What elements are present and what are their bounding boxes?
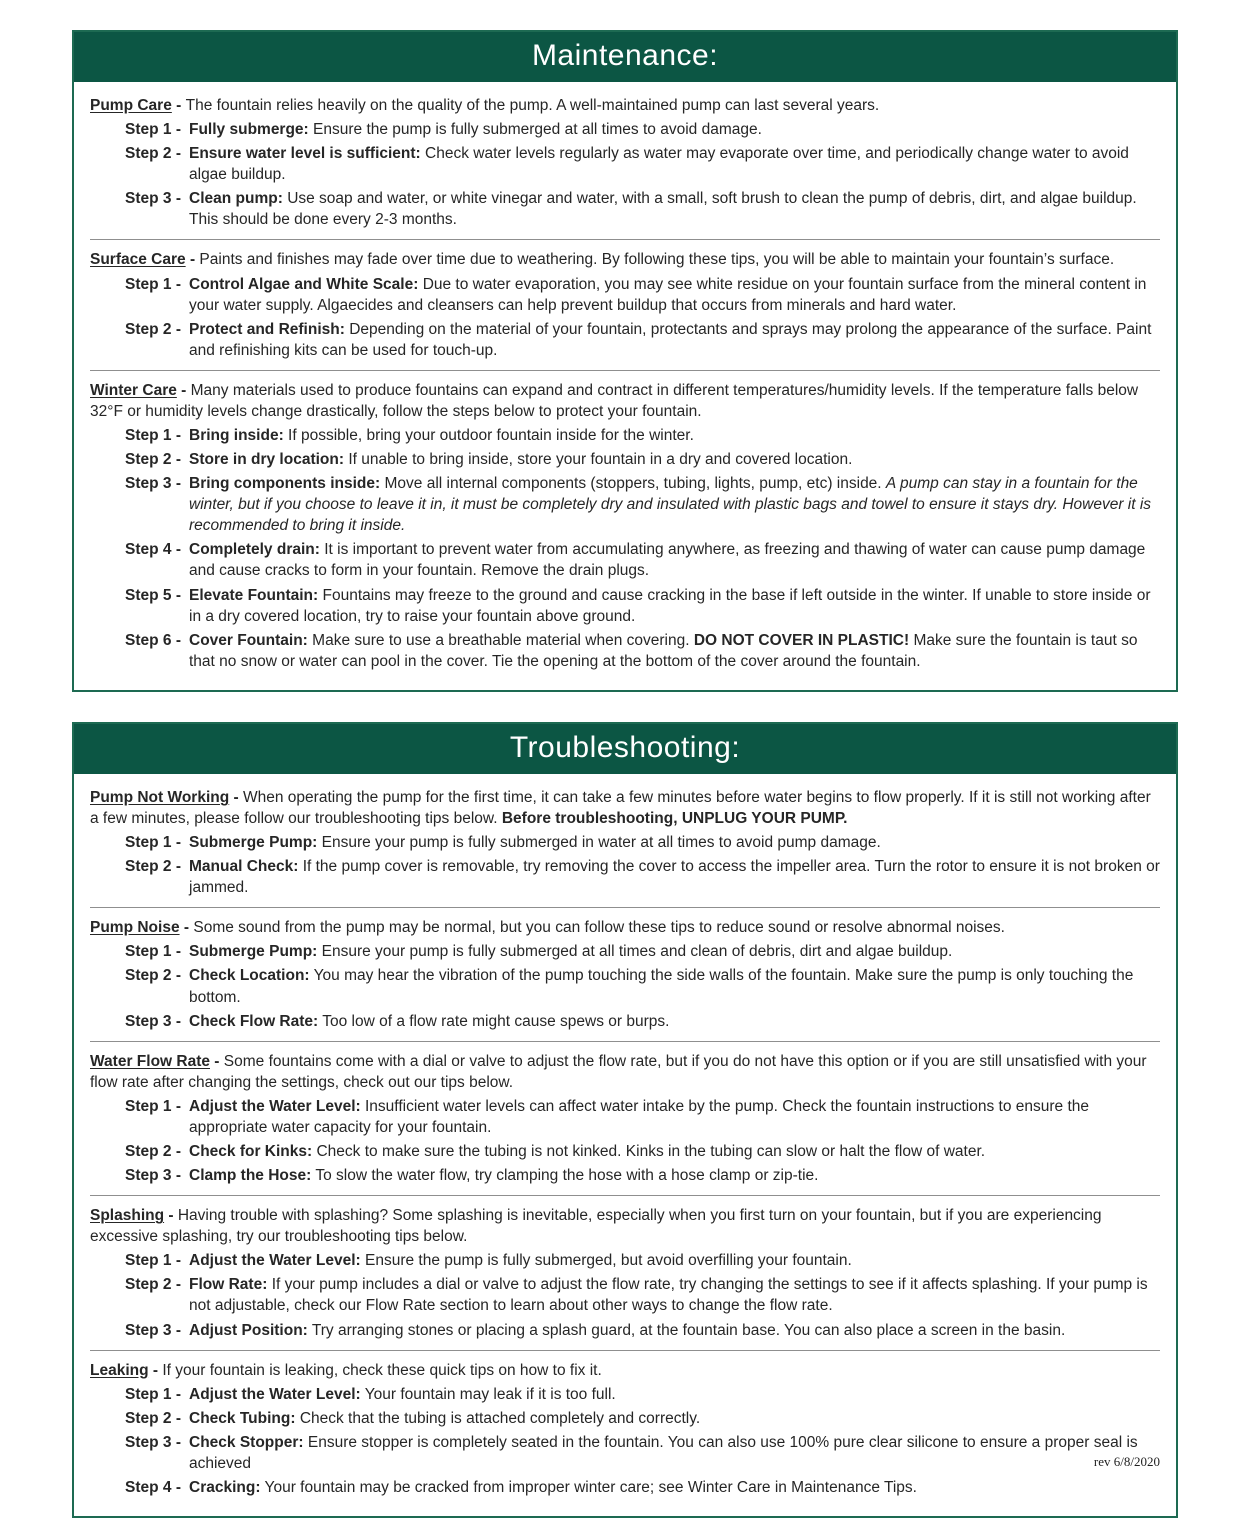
text-segment: Ensure the pump is fully submerged at all times to avoid damage.: [313, 121, 762, 139]
text-segment: The fountain relies heavily on the quality of the pump. A well-maintained pump can last several years.: [185, 97, 880, 114]
text-segment: If your pump includes a dial or valve to adjust the flow rate, try changing the settings to see if it affects splashing. If your pump is not adjustable, check our Flow Rate section to learn about other ways to change the flow rate.: [189, 1276, 1148, 1315]
section-heading: Pump Not Working: [90, 788, 230, 806]
text-segment: You may hear the vibration of the pump touching the side walls of the fountain. Make sure the pump is only touching the bottom.: [189, 967, 1134, 1006]
step-item: [90, 856, 1160, 898]
step-text: [189, 585, 1160, 627]
step-text: [189, 1141, 1160, 1162]
text-segment: Check to make sure the tubing is not kinked. Kinks in the tubing can slow or halt the flow of water.: [316, 1142, 986, 1160]
text-segment: It is important to prevent water from accumulating anywhere, as freezing and thawing of water can cause pump damage and cause cracks to form in your fountain. Remove the drain plugs.: [189, 541, 1146, 580]
step-item: [90, 274, 1160, 316]
care-section: [90, 1051, 1160, 1186]
step-label: Fully submerge:: [189, 121, 309, 139]
step-label: Bring inside:: [189, 427, 284, 445]
section-intro-text: [90, 789, 1151, 827]
step-item: [90, 832, 1160, 853]
heading-separator: -: [164, 1207, 178, 1225]
step-label: Protect and Refinish:: [189, 320, 345, 338]
care-section: [90, 95, 1160, 230]
step-item: [90, 1320, 1160, 1341]
step-description: [313, 121, 762, 138]
maintenance-title: Maintenance:: [531, 39, 719, 72]
step-label: Check Flow Rate:: [189, 1012, 319, 1030]
step-item: [90, 188, 1160, 230]
text-segment: Ensure stopper is completely seated in the fountain. You can also use 100% pure clear silicone to ensure a proper seal is achieved: [189, 1433, 1138, 1472]
troubleshooting-title: Troubleshooting:: [509, 730, 741, 764]
troubleshooting-body: [74, 774, 1176, 1516]
step-number: Step 4 -: [125, 1478, 181, 1496]
text-segment: If unable to bring inside, store your fountain in a dry and covered location.: [348, 451, 853, 469]
text-segment: Paints and finishes may fade over time due to weathering. By following these tips, you will be able to maintain your fountain’s surface.: [199, 251, 1115, 269]
section-heading: Splashing: [90, 1207, 165, 1225]
text-segment: If the pump cover is removable, try removing the cover to access the impeller area. Turn the rotor to ensure it is not broken or jammed.: [189, 858, 1160, 897]
step-label: Bring components inside:: [189, 475, 381, 493]
step-text: [189, 274, 1160, 316]
section-heading: Pump Care: [90, 97, 172, 114]
step-description: [189, 190, 1137, 228]
text-segment: Too low of a flow rate might cause spews or burps.: [322, 1012, 670, 1030]
step-item: [90, 425, 1160, 446]
step-item: [90, 1011, 1160, 1032]
step-number: Step 3 -: [125, 475, 181, 493]
step-label: Adjust Position:: [189, 1321, 308, 1339]
care-section: [90, 380, 1160, 672]
heading-separator: -: [210, 1052, 224, 1070]
text-segment: Ensure your pump is fully submerged at all times and clean of debris, dirt and algae buildup.: [321, 943, 953, 961]
step-text: [189, 1320, 1160, 1341]
care-section: [90, 917, 1160, 1031]
heading-separator: -: [229, 788, 243, 806]
steps-list: [90, 1384, 1160, 1498]
section-divider: [90, 370, 1160, 371]
text-segment: Some fountains come with a dial or valve to adjust the flow rate, but if you do not have this option or if you are still unsatisfied with your flow rate after changing the settings, check out our tips below.: [90, 1052, 1147, 1091]
section-divider: [90, 1350, 1160, 1351]
step-number: Step 3 -: [125, 1012, 181, 1030]
step-label: Adjust the Water Level:: [189, 1097, 361, 1115]
step-number: Step 2 -: [125, 1409, 181, 1427]
text-segment: Ensure your pump is fully submerged in water at all times to avoid pump damage.: [321, 834, 881, 852]
step-number: Step 1 -: [125, 121, 181, 139]
care-section: [90, 249, 1160, 360]
text-segment: Make sure to use a breathable material when covering.: [312, 631, 694, 649]
section-heading: Winter Care: [90, 381, 177, 399]
step-text: [189, 965, 1160, 1007]
text-segment: Depending on the material of your fountain, protectants and sprays may prolong the appearance of the surface. Paint and refinishing kits can be used for touch-up.: [189, 320, 1152, 359]
step-item: [90, 965, 1160, 1007]
step-number: Step 2 -: [125, 1142, 181, 1160]
care-section: [90, 1360, 1160, 1498]
step-number: Step 1 -: [125, 1385, 181, 1403]
text-segment: To slow the water flow, try clamping the hose with a hose clamp or zip-tie.: [315, 1167, 819, 1185]
step-label: Flow Rate:: [189, 1276, 268, 1294]
step-text: [189, 856, 1160, 898]
text-segment: Your fountain may leak if it is too full.: [364, 1385, 616, 1403]
step-description: [365, 1252, 852, 1269]
step-label: Elevate Fountain:: [189, 586, 319, 604]
step-item: [90, 449, 1160, 470]
text-segment: Ensure the pump is fully submerged, but avoid overfilling your fountain.: [365, 1252, 852, 1270]
step-description: [316, 1143, 985, 1160]
section-intro: [90, 1205, 1160, 1247]
step-description: [189, 1434, 1138, 1472]
step-item: [90, 119, 1160, 140]
step-item: [90, 630, 1160, 672]
text-segment: A pump can stay in a fountain for the winter, but if you choose to leave it in, it must be completely dry and insulated with plastic bags and towel to ensure it stays dry. However it is recommended to bring it inside.: [189, 475, 1152, 535]
step-item: [90, 1477, 1160, 1498]
heading-separator: -: [185, 251, 200, 269]
step-item: [90, 1141, 1160, 1162]
text-segment: Insufficient water levels can affect water intake by the pump. Check the fountain instructions to ensure the appropriate water capacity for your fountain.: [189, 1097, 1090, 1136]
section-divider: [90, 907, 1160, 908]
step-item: [90, 319, 1160, 361]
step-item: [90, 539, 1160, 581]
text-segment: If your fountain is leaking, check these quick tips on how to fix it.: [162, 1361, 602, 1379]
text-segment: Make sure the fountain is taut so that no snow or water can pool in the cover. Tie the opening at the bottom of the cover around the fountain.: [189, 631, 1138, 670]
step-item: [90, 1432, 1160, 1474]
step-number: Step 1 -: [125, 1097, 181, 1115]
care-section: [90, 1205, 1160, 1340]
section-intro-text: [186, 97, 880, 114]
section-divider: [90, 1195, 1160, 1196]
section-intro: [90, 787, 1160, 829]
step-description: [189, 1276, 1148, 1314]
step-text: [189, 1250, 1160, 1271]
text-segment: Due to water evaporation, you may see white residue on your fountain surface from the mineral content in your water supply. Algaecides and cleansers can help prevent buildup that occurs from minerals and hard water.: [189, 275, 1147, 314]
step-item: [90, 1408, 1160, 1429]
step-text: [189, 1384, 1160, 1405]
step-text: [189, 319, 1160, 361]
step-label: Cover Fountain:: [189, 631, 308, 649]
step-item: [90, 941, 1160, 962]
step-item: [90, 143, 1160, 185]
heading-separator: -: [171, 97, 186, 114]
step-text: [189, 1011, 1160, 1032]
step-label: Ensure water level is sufficient:: [189, 145, 421, 163]
step-number: Step 6 -: [125, 631, 181, 649]
text-segment: Many materials used to produce fountains can expand and contract in different temperatures/humidity levels. If the temperature falls below 32°F or humidity levels change drastically, follow the steps below to protect your fountain.: [90, 381, 1139, 420]
section-divider: [90, 1041, 1160, 1042]
step-label: Completely drain:: [189, 541, 320, 559]
step-label: Clean pump:: [189, 190, 283, 208]
step-description: [265, 1479, 917, 1496]
step-label: Check Stopper:: [189, 1433, 304, 1451]
steps-list: [90, 1096, 1160, 1186]
step-number: Step 1 -: [125, 943, 181, 961]
text-segment: DO NOT COVER IN PLASTIC!: [693, 631, 910, 649]
text-segment: Move all internal components (stoppers, tubing, lights, pump, etc) inside.: [384, 475, 886, 493]
step-text: [189, 1165, 1160, 1186]
step-description: [322, 1013, 669, 1030]
section-heading: Water Flow Rate: [90, 1052, 210, 1070]
maintenance-header-bar: [74, 32, 1176, 82]
step-number: Step 3 -: [125, 1167, 181, 1185]
step-text: [189, 143, 1160, 185]
step-item: [90, 1096, 1160, 1138]
step-label: Submerge Pump:: [189, 834, 318, 852]
steps-list: [90, 274, 1160, 361]
step-description: [288, 427, 694, 444]
step-label: Store in dry location:: [189, 451, 345, 469]
steps-list: [90, 1250, 1160, 1340]
text-segment: Check water levels regularly as water may evaporate over time, and periodically change water to avoid algae buildup.: [189, 145, 1129, 184]
step-description: [300, 1410, 700, 1427]
step-text: [189, 630, 1160, 672]
text-segment: Some sound from the pump may be normal, but you can follow these tips to reduce sound or resolve abnormal noises.: [193, 919, 1005, 937]
step-text: [189, 1408, 1160, 1429]
section-intro-text: [90, 1207, 1102, 1245]
step-item: [90, 1384, 1160, 1405]
steps-list: [90, 941, 1160, 1031]
step-item: [90, 1274, 1160, 1316]
step-description: [189, 858, 1160, 896]
step-number: Step 5 -: [125, 586, 181, 604]
step-description: [322, 834, 881, 851]
text-segment: Having trouble with splashing? Some splashing is inevitable, especially when you first turn on your fountain, but if you are experiencing excessive splashing, try our troubleshooting tips below.: [90, 1207, 1102, 1246]
step-item: [90, 585, 1160, 627]
section-intro-text: [162, 1362, 601, 1379]
section-intro: [90, 95, 1160, 116]
section-intro-text: [199, 251, 1114, 268]
text-segment: Check that the tubing is attached completely and correctly.: [299, 1409, 701, 1427]
step-text: [189, 1274, 1160, 1316]
section-intro: [90, 380, 1160, 422]
step-number: Step 2 -: [125, 145, 181, 163]
heading-separator: -: [176, 381, 191, 399]
step-number: Step 1 -: [125, 427, 181, 445]
section-heading: Pump Noise: [90, 919, 180, 937]
step-description: [322, 943, 953, 960]
step-number: Step 2 -: [125, 320, 181, 338]
step-label: Check for Kinks:: [189, 1142, 313, 1160]
heading-separator: -: [148, 1361, 163, 1379]
step-label: Check Location:: [189, 967, 310, 985]
step-label: Adjust the Water Level:: [189, 1252, 361, 1270]
step-description: [189, 541, 1145, 579]
step-text: [189, 539, 1160, 581]
text-segment: Fountains may freeze to the ground and cause cracking in the base if left outside in the winter. If unable to store inside or in a dry covered location, try to raise your fountain above ground.: [189, 586, 1151, 625]
step-number: Step 3 -: [125, 1321, 181, 1339]
step-description: [312, 1322, 1065, 1339]
section-intro: [90, 1360, 1160, 1381]
step-description: [348, 451, 852, 468]
section-intro: [90, 249, 1160, 270]
step-description: [189, 587, 1151, 625]
step-text: [189, 941, 1160, 962]
section-heading: Surface Care: [90, 251, 186, 269]
revision-note: rev 6/8/2020: [1093, 1454, 1160, 1469]
text-segment: If possible, bring your outdoor fountain inside for the winter.: [288, 427, 694, 445]
section-heading: Leaking: [90, 1361, 149, 1379]
troubleshooting-panel: [72, 722, 1178, 1518]
section-divider: [90, 239, 1160, 240]
step-item: [90, 473, 1160, 536]
step-number: Step 1 -: [125, 1252, 181, 1270]
step-text: [189, 1096, 1160, 1138]
step-number: Step 1 -: [125, 275, 181, 293]
step-text: [189, 449, 1160, 470]
troubleshooting-header-bar: [74, 724, 1176, 774]
steps-list: [90, 119, 1160, 230]
step-text: [189, 425, 1160, 446]
step-text: [189, 473, 1160, 536]
step-label: Cracking:: [189, 1478, 261, 1496]
step-description: [189, 632, 1137, 670]
step-text: [189, 119, 1160, 140]
text-segment: Use soap and water, or white vinegar and water, with a small, soft brush to clean the pump of debris, dirt, and algae buildup. This should be done every 2-3 months.: [189, 190, 1137, 229]
step-text: [189, 832, 1160, 853]
steps-list: [90, 832, 1160, 898]
section-intro: [90, 917, 1160, 938]
step-label: Control Algae and White Scale:: [189, 275, 419, 293]
step-text: [189, 1432, 1160, 1474]
section-intro-text: [193, 919, 1005, 936]
step-number: Step 2 -: [125, 1276, 181, 1294]
step-text: [189, 188, 1160, 230]
step-text: [189, 1477, 1160, 1498]
step-number: Step 2 -: [125, 858, 181, 876]
step-description: [365, 1386, 616, 1403]
step-description: [315, 1167, 818, 1184]
step-number: Step 3 -: [125, 190, 181, 208]
step-number: Step 2 -: [125, 451, 181, 469]
maintenance-panel: [72, 30, 1178, 692]
step-label: Clamp the Hose:: [189, 1167, 312, 1185]
step-label: Adjust the Water Level:: [189, 1385, 361, 1403]
step-number: Step 3 -: [125, 1433, 181, 1451]
step-number: Step 2 -: [125, 967, 181, 985]
text-segment: When operating the pump for the first time, it can take a few minutes before water begins to flow properly. If it is still not working after a few minutes, please follow our troubleshooting tips below.: [90, 788, 1151, 827]
maintenance-body: [74, 82, 1176, 690]
section-intro-text: [90, 1053, 1147, 1091]
step-number: Step 1 -: [125, 834, 181, 852]
step-label: Check Tubing:: [189, 1409, 296, 1427]
care-section: [90, 787, 1160, 898]
step-item: [90, 1165, 1160, 1186]
section-intro-text: [90, 382, 1138, 420]
steps-list: [90, 425, 1160, 672]
step-label: Submerge Pump:: [189, 943, 318, 961]
step-label: Manual Check:: [189, 858, 299, 876]
heading-separator: -: [179, 919, 194, 937]
step-number: Step 4 -: [125, 541, 181, 559]
step-item: [90, 1250, 1160, 1271]
step-description: [189, 967, 1133, 1005]
text-segment: Your fountain may be cracked from improper winter care; see Winter Care in Maintenance Tips.: [264, 1478, 917, 1496]
text-segment: Try arranging stones or placing a splash guard, at the fountain base. You can also place a screen in the basin.: [311, 1321, 1066, 1339]
text-segment: Before troubleshooting, UNPLUG YOUR PUMP.: [501, 809, 848, 827]
section-intro: [90, 1051, 1160, 1093]
